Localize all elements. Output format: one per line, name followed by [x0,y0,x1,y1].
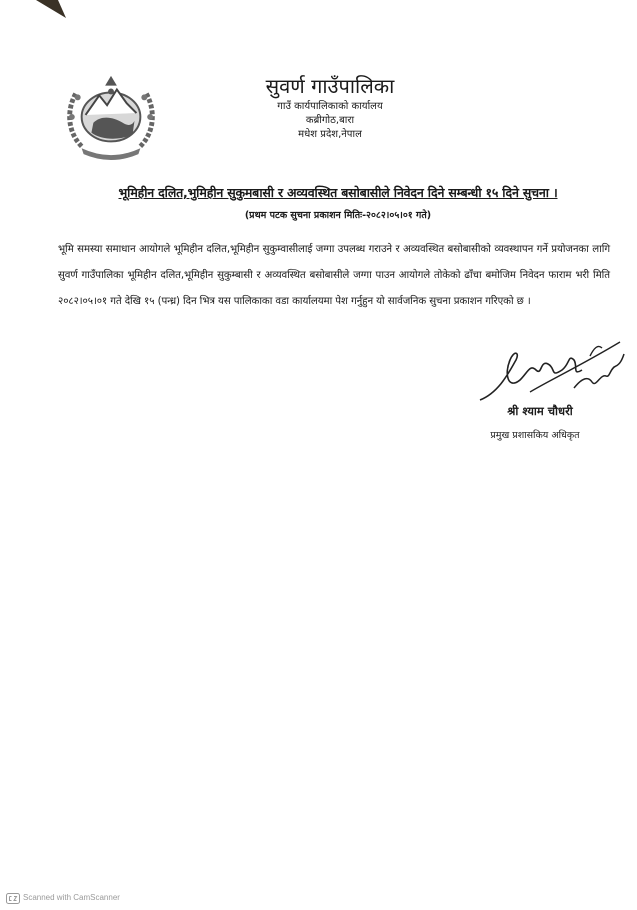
scanner-watermark: Scanned with CamScanner [23,893,120,902]
signer-name: श्री श्याम चौधरी [507,404,573,418]
signer-title: प्रमुख प्रशासकिय अधिकृत [490,430,580,441]
camscanner-logo-icon [6,893,20,904]
notice-publish-date: (प्रथम पटक सुचना प्रकाशन मितिः-२०८२।०५।०१ गते) [244,210,432,221]
office-line-1: गाउँ कार्यपालिकाको कार्यालय [277,101,383,112]
nepal-emblem-icon [62,68,160,160]
notice-title: भूमिहीन दलित,भुमिहीन सुकुमबासी र अव्यवस्थित बसोबासीले निवेदन दिने सम्बन्धी १५ दिने सुचना । [118,185,558,200]
office-address [230,100,430,142]
page-corner-mark [36,0,66,20]
office-name: सुवर्ण गाउँपालिका [265,74,395,98]
handwritten-signature [470,330,630,410]
office-line-3: मधेश प्रदेश,नेपाल [298,129,362,140]
office-line-2: कब्रीगोठ,बारा [305,115,355,126]
notice-body: भूमि समस्या समाधान आयोगले भूमिहीन दलित,भूमिहीन सुकुम्वासीलाई जग्गा उपलब्ध गराउने र अव्यवस्थित बसोबासीको व्यवस्थापन गर्ने प्रयोजनका लागि सुवर्ण गाउँपालिका भूमिहीन दलित,भूमिहीन सुकुम्बासी र अव्यवस्थित बसोबासीले जग्गा पाउन आयोगले तोकेको ढाँचा बमोजिम निवेदन फाराम भरी मिति २०८२।०५।०१ गते देखि १५ (पन्ध्र) दिन भित्र यस पालिकाका वडा कार्यालयमा पेश गर्नुहुन यो सार्वजनिक सुचना प्रकाशन गरिएको छ । [58,244,610,307]
